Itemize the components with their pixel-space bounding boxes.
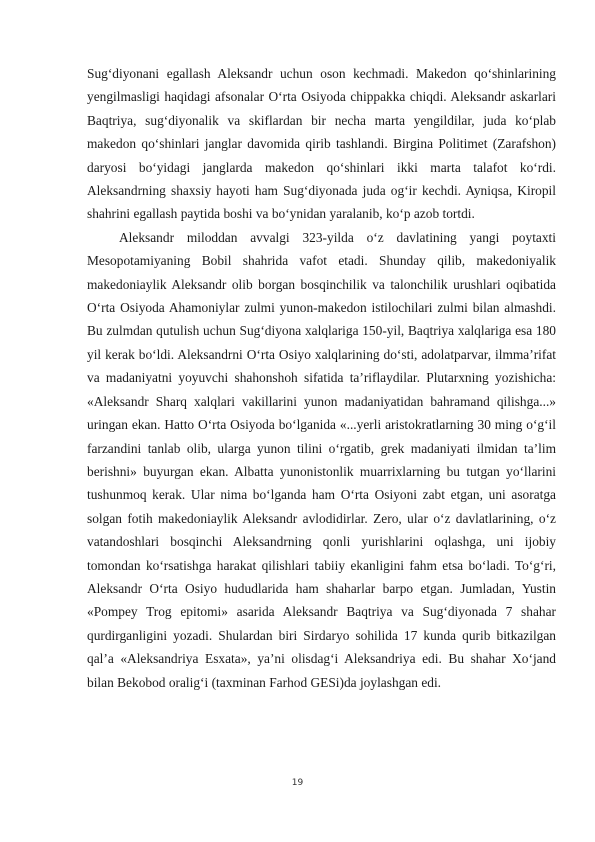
page-number: 19 bbox=[291, 778, 304, 788]
paragraph-alexander-death: Aleksandr miloddan avvalgi 323-yilda o‘z davlatining yangi poytaxti Mesopotamiyaning Bobil shahrida vafot etadi. Shunday qilib, makedoniyalik makedoniaylik Aleksandr olib borgan bosqinchilik va talonchilik urushlari oqibatida O‘rta Osiyoda Ahamoniylar zulmi yunon-makedon istilochilari zulmi bilan almashdi. Bu zulmdan qutulish uchun Sug‘diyona xalqlariga 150-yil, Baqtriya xalqlariga esa 180 yil kerak bo‘ldi. Aleksandrni O‘rta Osiyo xalqlarining do‘sti, adolatparvar, ilmma’rifat va madaniyatni yoyuvchi shahonshoh sifatida ta’riflaydilar. Plutarxning yozishicha: «Aleksandr Sharq xalqlari vakillarini yunon madaniyatidan bahramand qilishga...» uringan ekan. Hatto O‘rta Osiyoda bo‘lganida «...yerli aristokratlarning 30 ming o‘g‘il farzandini tanlab olib, ularga yunon tilini o‘rgatib, grek madaniyati ilmidan ta’lim berishni» buyurgan ekan. Albatta yunonistonlik muarrixlarning bu tutgan yo‘llarini tushunmoq kerak. Ular nima bo‘lganda ham O‘rta Osiyoni zabt etgan, uni asoratga solgan fotih makedoniaylik Aleksandr avlodidirlar. Zero, ular o‘z davlatlarining, o‘z vatandoshlari bosqinchi Aleksandrning qonli yurishlarini oqlashga, uni ijobiy tomondan ko‘rsatishga harakat qilishlari tabiiy ekanligini fahm etsa bo‘ladi. To‘g‘ri, Aleksandr O‘rta Osiyo hududlarida ham shaharlar barpo etgan. Jumladan, Yustin «Pompey Trog epitomi» asarida Aleksandr Baqtriya va Sug‘diyonada 7 shahar qurdirganligini yozadi. Shulardan biri Sirdaryo sohilida 17 kunda qurib bitkazilgan qal’a «Aleksandriya Esxata», ya’ni olisdag‘i Aleksandriya edi. Bu shahar Xo‘jand bilan Bekobod oralig‘i (taxminan Farhod GESi)da joylashgan edi. bbox=[87, 229, 556, 690]
page-body bbox=[87, 62, 556, 694]
paragraph-sogdiana-conquest: Sug‘diyonani egallash Aleksandr uchun oson kechmadi. Makedon qo‘shinlarining yengilmasligi haqidagi afsonalar O‘rta Osiyoda chippakka chiqdi. Aleksandr askarlari Baqtriya, sug‘diyonalik va skiflardan bir necha marta yengildilar, juda ko‘plab makedon qo‘shinlari janglar davomida qirib tashlandi. Birgina Politimet (Zarafshon) daryosi bo‘yidagi janglarda makedon qo‘shinlari ikki marta talafot ko‘rdi. Aleksandrning shaxsiy hayoti ham Sug‘diyonada juda og‘ir kechdi. Ayniqsa, Kiropil shahrini egallash paytida boshi va bo‘ynidan yaralanib, ko‘p azob tortdi. bbox=[87, 66, 556, 222]
